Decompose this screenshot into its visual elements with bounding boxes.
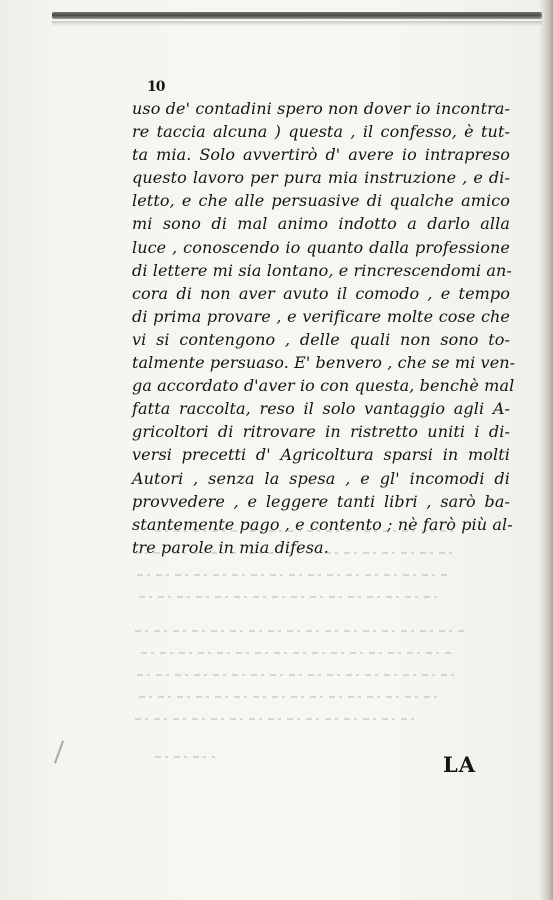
text-line: stantemente pago , e contento ; nè farò più al- bbox=[132, 514, 513, 534]
text-line: vi si contengono , delle quali non sono to- bbox=[132, 329, 510, 349]
text-line: di lettere mi sia lontano, e rincrescendomi an- bbox=[132, 260, 512, 280]
text-line: letto, e che alle persuasive di qualche amico bbox=[132, 191, 510, 211]
text-line: uso de' contadini spero non dover io incontra- bbox=[132, 99, 510, 118]
text-line: fatta raccolta, reso il solo vantaggio agli A- bbox=[132, 399, 510, 419]
catchword: LA bbox=[443, 752, 477, 777]
text-line: versi precetti d' Agricoltura sparsi in molti bbox=[132, 445, 510, 465]
text-line: tre parole in mia difesa. bbox=[132, 537, 329, 557]
text-line: cora di non aver avuto il comodo , e tempo bbox=[132, 283, 510, 303]
text-line: mi sono di mal animo indotto a darlo alla bbox=[132, 214, 510, 234]
text-line: ta mia. Solo avvertirò d' avere io intrapreso bbox=[132, 145, 510, 165]
page-edge-shadow bbox=[539, 0, 553, 900]
top-rule-shadow bbox=[52, 21, 542, 26]
text-line: provvedere , e leggere tanti libri , sarò ba- bbox=[132, 491, 510, 511]
text-line: ga accordato d'aver io con questa, benchè mal bbox=[132, 376, 515, 396]
text-line: luce , conoscendo io quanto dalla professione bbox=[132, 237, 510, 257]
text-line: gricoltori di ritrovare in ristretto uniti i di- bbox=[132, 422, 510, 442]
text-line: re taccia alcuna ) questa , il confesso, è tut- bbox=[132, 122, 510, 142]
text-line: questo lavoro per pura mia instruzione , e di- bbox=[132, 168, 510, 188]
top-rule bbox=[52, 12, 542, 19]
text-line: Autori , senza la spesa , e gl' incomodi di bbox=[132, 468, 510, 488]
margin-mark bbox=[54, 740, 64, 763]
body-text bbox=[132, 97, 516, 559]
page-number: 10 bbox=[147, 79, 165, 95]
text-line: di prima provare , e verificare molte cose che bbox=[132, 306, 510, 326]
text-line: talmente persuaso. E' benvero , che se mi ven- bbox=[132, 353, 516, 373]
show-through-text bbox=[125, 520, 475, 780]
